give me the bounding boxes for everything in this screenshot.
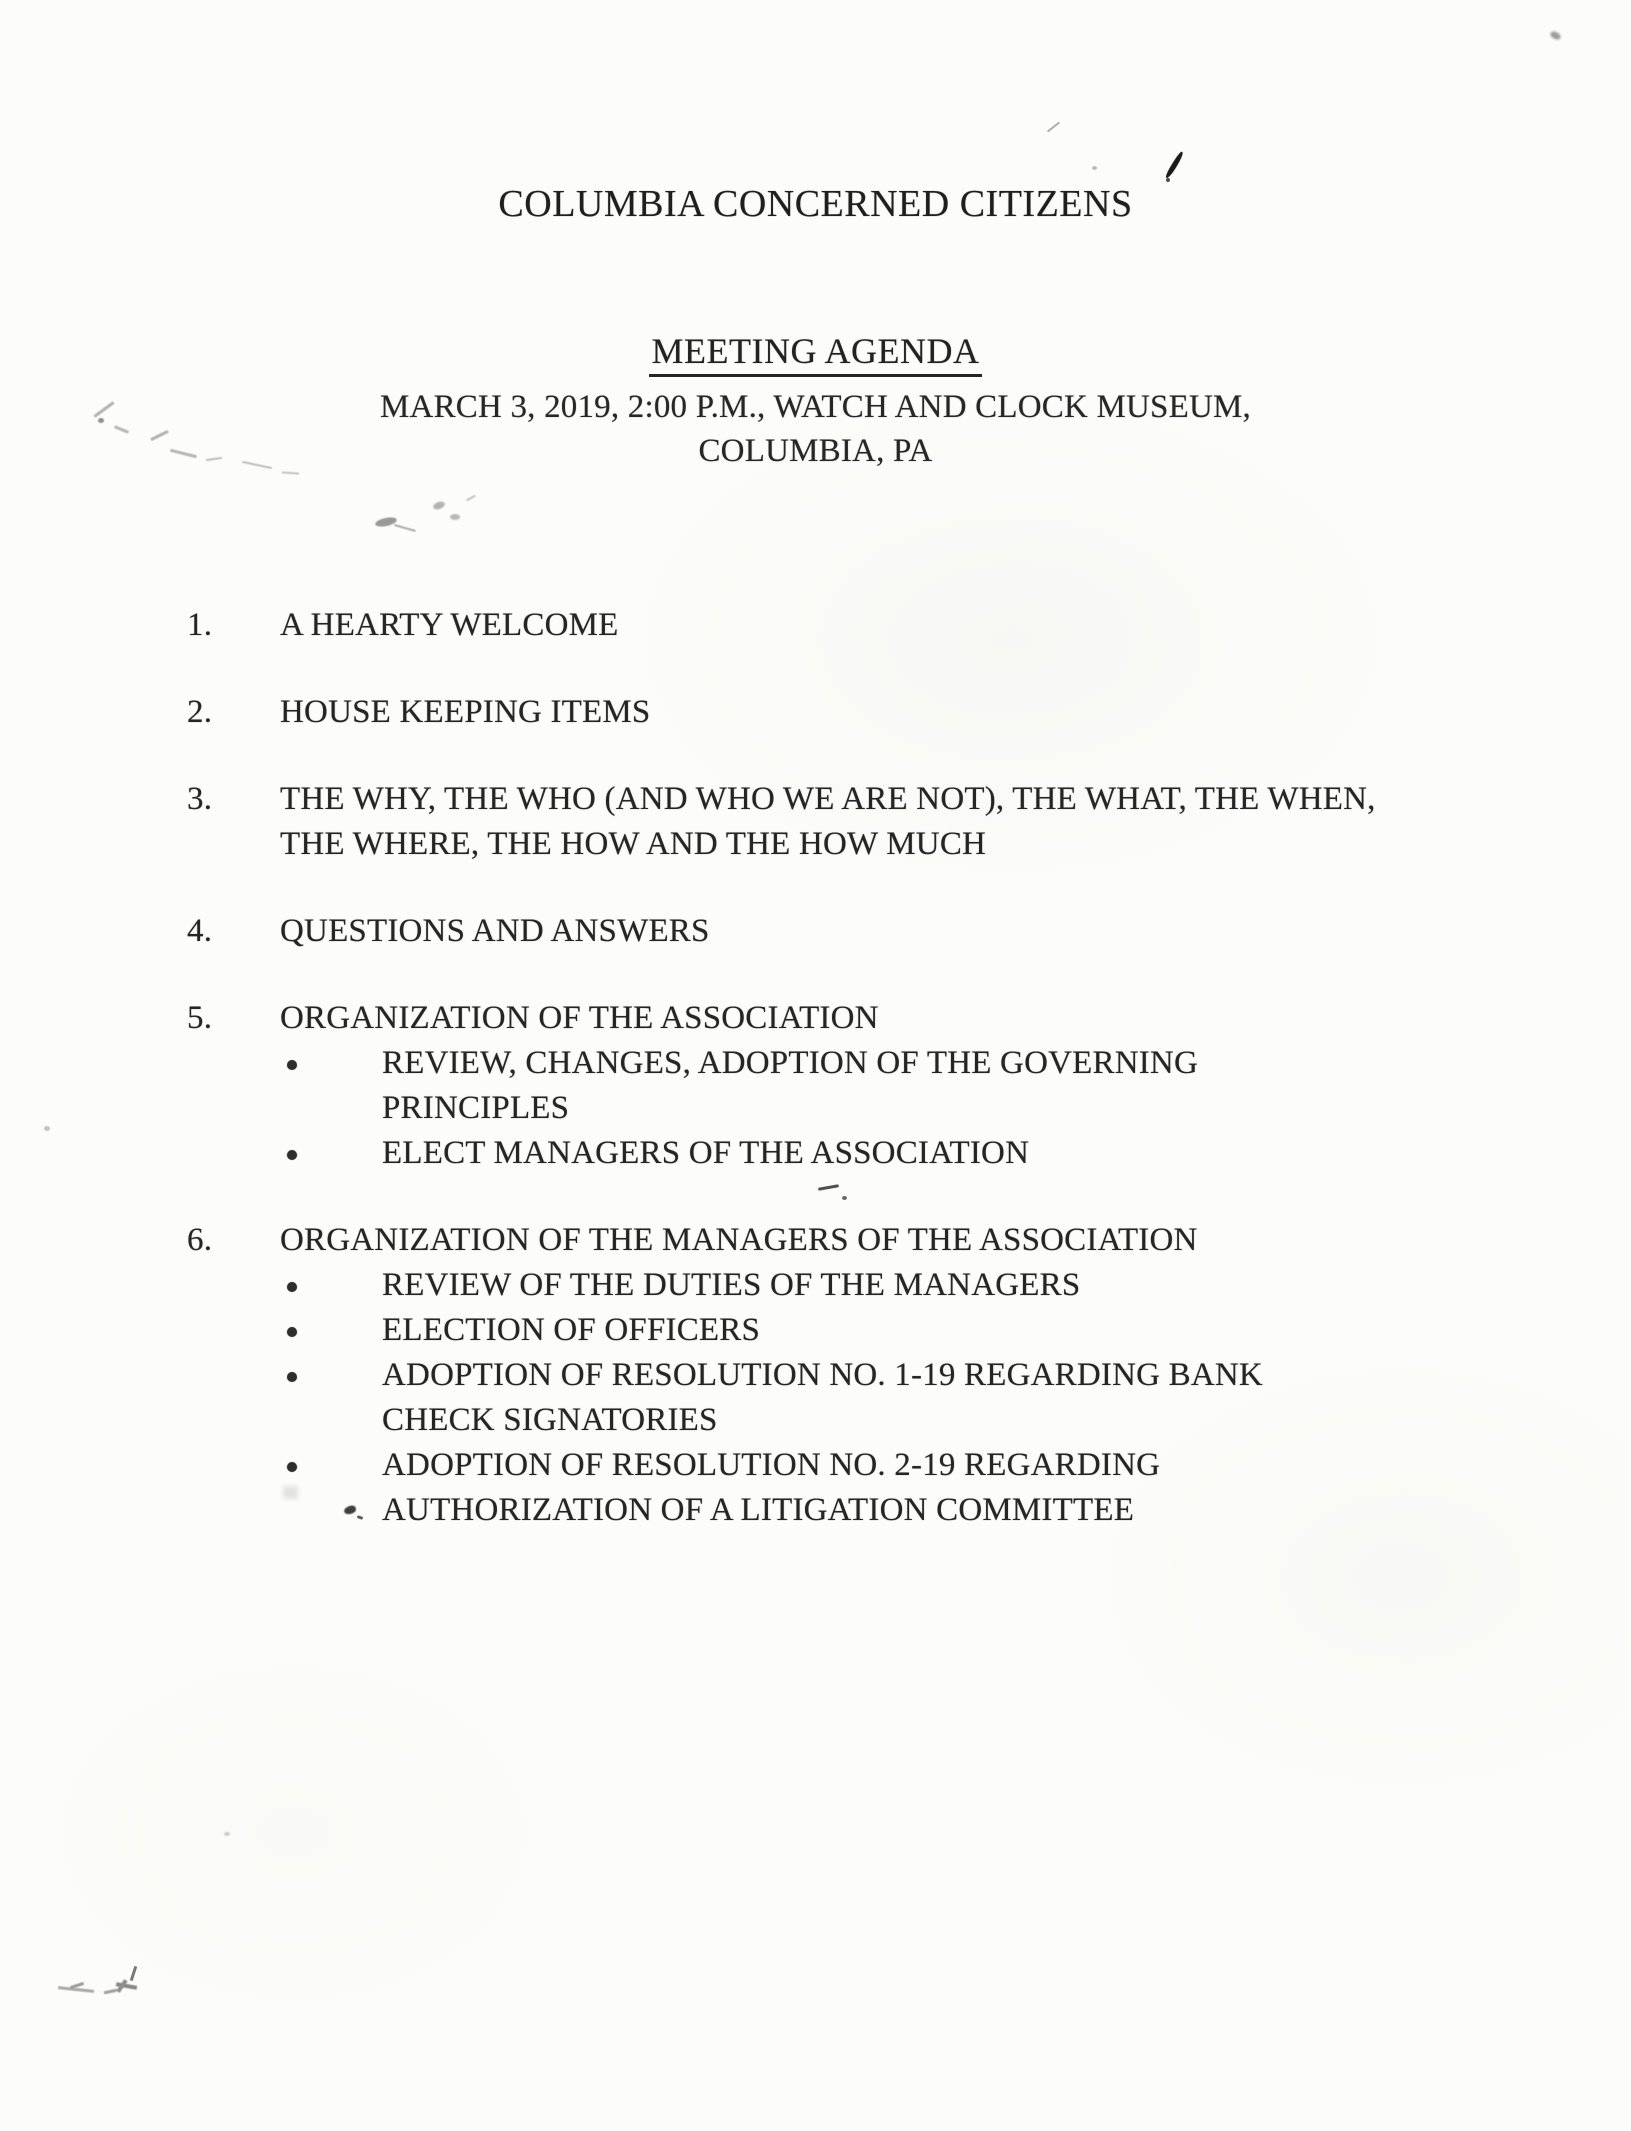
bullet-text: ADOPTION OF RESOLUTION NO. 1-19 REGARDING BANK CHECK SIGNATORIES: [382, 1357, 1263, 1438]
smudge-mark: [466, 495, 476, 502]
bullet-item: [280, 1041, 1457, 1131]
item-number: 4.: [187, 913, 213, 949]
pencil-scribble: [116, 1982, 137, 1990]
item-text: ORGANIZATION OF THE ASSOCIATION: [280, 1000, 879, 1036]
agenda-item-6: [187, 1218, 1457, 1533]
pencil-scribble-tick: [130, 1966, 137, 1981]
bullet-item: [280, 1308, 1457, 1353]
pencil-scribble: [104, 1989, 117, 1995]
agenda-item-3: [187, 777, 1457, 867]
faint-dot-mark: [1092, 166, 1097, 170]
agenda-item-2: [187, 690, 1457, 735]
bullet-text: ADOPTION OF RESOLUTION NO. 2-19 REGARDING AUTHORIZATION OF A LITIGATION COMMITTEE: [382, 1447, 1161, 1528]
pencil-scribble: [116, 1979, 127, 1993]
date-line: MARCH 3, 2019, 2:00 P.M., WATCH AND CLOCK MUSEUM,: [380, 389, 1251, 425]
corner-speck: [1549, 30, 1562, 41]
bullet-item: [280, 1263, 1457, 1308]
pen-mark: [1164, 151, 1184, 179]
smudge-mark: [374, 516, 397, 528]
item-number: 1.: [187, 607, 213, 643]
smudge-mark: [394, 524, 416, 532]
bullet-dot-icon: [287, 1060, 297, 1070]
bullet-item: [280, 1443, 1457, 1533]
item-number: 2.: [187, 694, 213, 730]
location-line: COLUMBIA, PA: [698, 433, 933, 469]
agenda-item-4: [187, 909, 1457, 954]
paper-speck: [44, 1126, 50, 1131]
bullet-item: [280, 1131, 1457, 1176]
bullet-text: REVIEW, CHANGES, ADOPTION OF THE GOVERNING PRINCIPLES: [382, 1045, 1198, 1126]
item-text: A HEARTY WELCOME: [280, 607, 619, 643]
sub-bullet-list: [280, 1263, 1457, 1533]
faint-tick-mark: [1047, 122, 1060, 133]
smudge-mark: [432, 500, 446, 511]
item-number: 3.: [187, 781, 213, 817]
bullet-dot-icon: [287, 1282, 297, 1292]
bullet-dot-icon: [287, 1327, 297, 1337]
bullet-item: [280, 1353, 1457, 1443]
pencil-scribble: [58, 1986, 94, 1993]
item-number: 5.: [187, 1000, 213, 1036]
agenda-item-1: [187, 603, 1457, 648]
bullet-dot-icon: [287, 1150, 297, 1160]
bullet-text: ELECT MANAGERS OF THE ASSOCIATION: [382, 1135, 1030, 1171]
item-number: 6.: [187, 1222, 213, 1258]
paper-speck: [224, 1832, 230, 1836]
smudge-mark: [450, 514, 460, 520]
item-text: QUESTIONS AND ANSWERS: [280, 913, 710, 949]
bullet-text: REVIEW OF THE DUTIES OF THE MANAGERS: [382, 1267, 1081, 1303]
pencil-scribble: [70, 1982, 84, 1989]
agenda-heading: MEETING AGENDA: [649, 330, 983, 377]
bullet-text: ELECTION OF OFFICERS: [382, 1312, 761, 1348]
item-text: HOUSE KEEPING ITEMS: [280, 694, 651, 730]
agenda-list: [187, 603, 1457, 1575]
agenda-item-5: [187, 996, 1457, 1176]
document-title: COLUMBIA CONCERNED CITIZENS: [498, 183, 1133, 225]
item-text: ORGANIZATION OF THE MANAGERS OF THE ASSOCIATION: [280, 1222, 1198, 1258]
item-text: THE WHY, THE WHO (AND WHO WE ARE NOT), THE WHAT, THE WHEN, THE WHERE, THE HOW AND THE HOW MUCH: [280, 781, 1376, 862]
sub-bullet-list: [280, 1041, 1457, 1176]
bullet-dot-icon: [287, 1372, 297, 1382]
bullet-dot-icon: [287, 1462, 297, 1472]
